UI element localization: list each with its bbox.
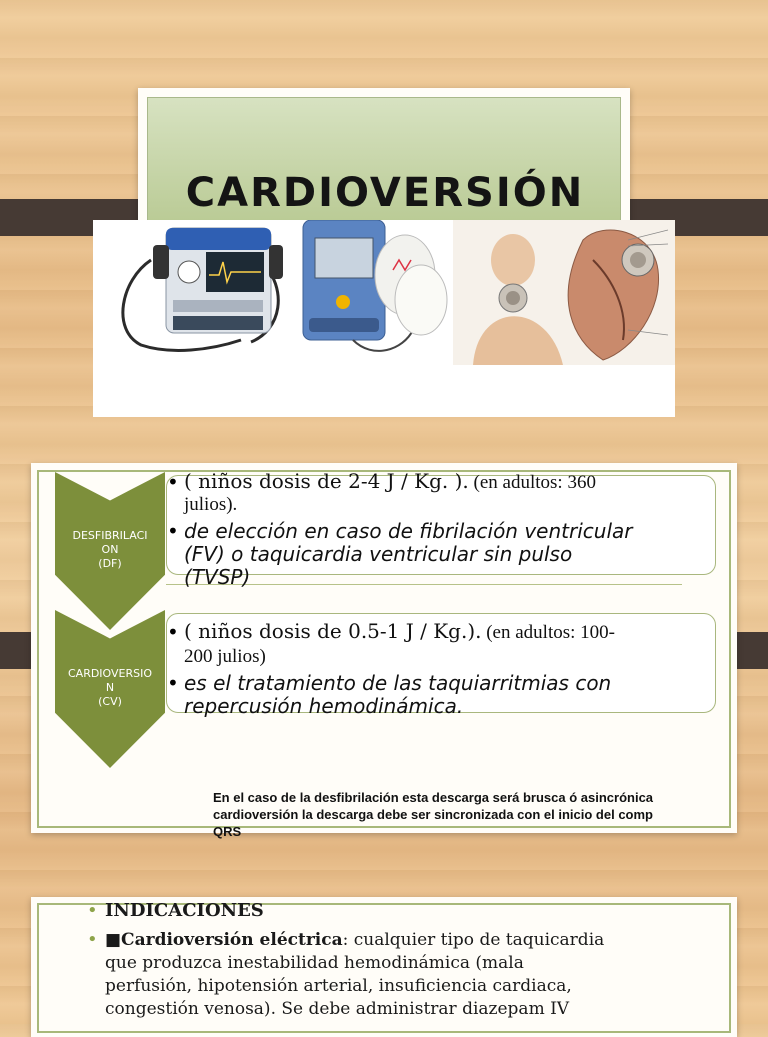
bullet-marker: • bbox=[87, 929, 98, 950]
indications-item: ■Cardioversión eléctrica: cualquier tipo de taquicardia que produzca inestabilidad hemodinámica (mala perfusión, hipotensión arterial, insuficiencia cardiaca, congestión venosa). Se debe administrar diazepam IV bbox=[105, 930, 605, 1019]
aed-image bbox=[293, 220, 453, 365]
bullet-marker: • bbox=[87, 900, 98, 921]
photo-strip bbox=[93, 220, 675, 417]
df-dose-line1: ( niños dosis de 2-4 J / Kg. ). (en adultos: 360 bbox=[184, 469, 596, 493]
page-title: CARDIOVERSIÓN bbox=[185, 170, 585, 216]
slide2-note: En el caso de la desfibrilación esta descarga será brusca ó asincrónica cardioversión la descarga debe ser sincronizada con el inicio del comp QRS bbox=[213, 790, 654, 839]
cv-label: CARDIOVERSIO N (CV) bbox=[67, 667, 153, 708]
cv-use-text: es el tratamiento de las taquiarritmias con repercusión hemodinámica. bbox=[184, 671, 612, 718]
cardioversion-term: ■Cardioversión eléctrica bbox=[105, 930, 343, 950]
df-use-text: de elección en caso de fibrilación ventricular (FV) o taquicardia ventricular sin pulso (TVSP) bbox=[184, 519, 633, 589]
bullet-marker: • bbox=[167, 671, 179, 695]
bullet-marker: • bbox=[167, 519, 179, 543]
indications-heading: INDICACIONES bbox=[105, 900, 264, 921]
bullet-marker: • bbox=[167, 470, 179, 494]
df-dose-line2: julios). bbox=[184, 494, 238, 515]
cv-dose-line1: ( niños dosis de 0.5-1 J / Kg.). (en adultos: 100- bbox=[184, 619, 615, 643]
df-label: DESFIBRILACI ON (DF) bbox=[72, 529, 148, 570]
bullet-marker: • bbox=[167, 620, 179, 644]
cv-dose-line2: 200 julios) bbox=[184, 646, 266, 667]
defibrillator-image bbox=[111, 220, 291, 365]
heart-anatomy-image bbox=[453, 220, 675, 365]
